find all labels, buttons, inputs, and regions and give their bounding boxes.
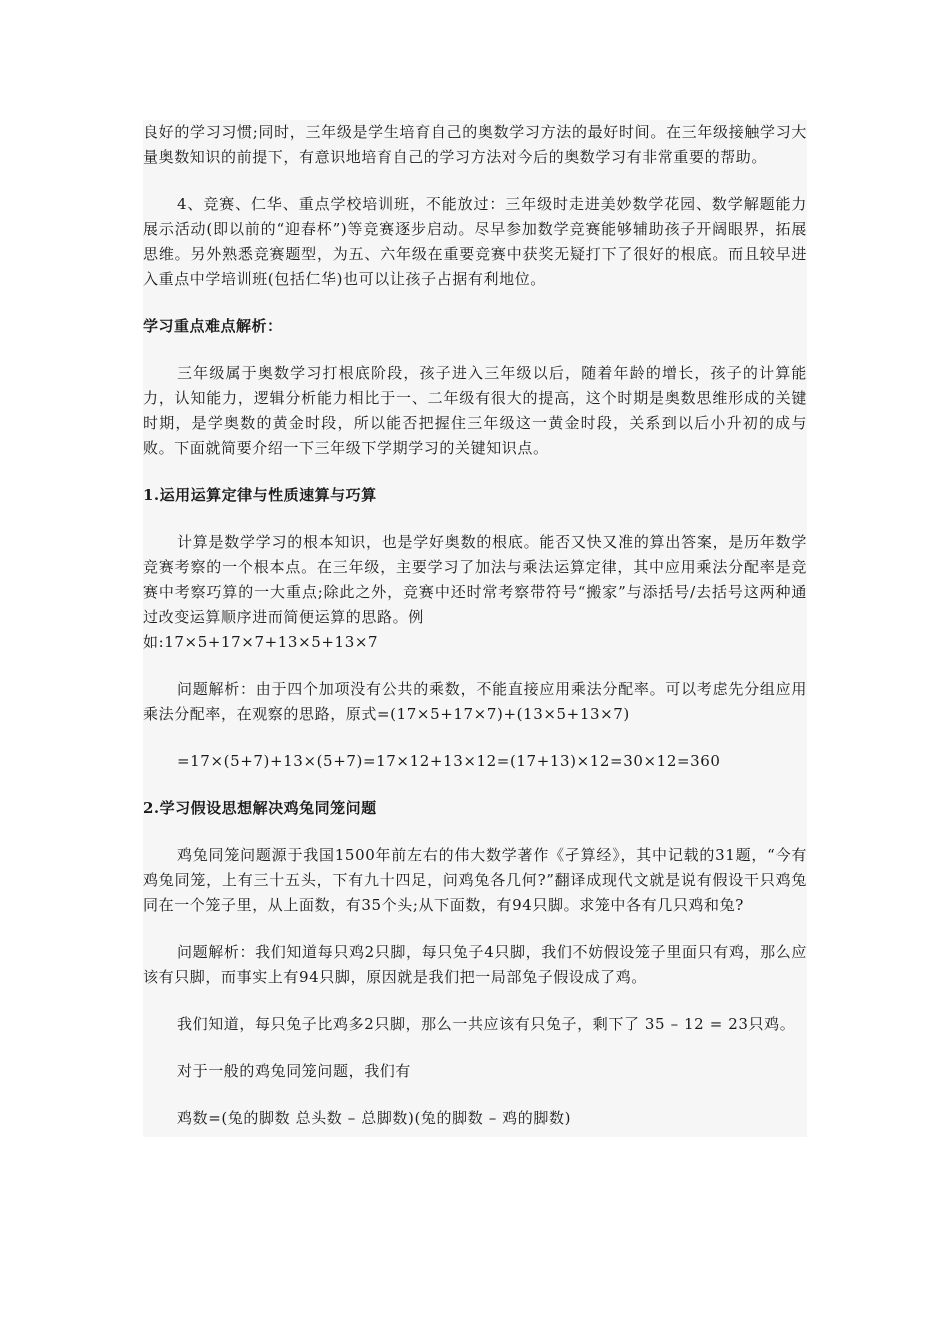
paragraph-study-habits: 良好的学习习惯;同时，三年级是学生培育自己的奥数学习方法的最好时间。在三年级接触学习大量奥数知识的前提下，有意识地培育自己的学习方法对今后的奥数学习有非常重要的帮助。: [143, 123, 807, 166]
paragraph-formula: 鸡数=(兔的脚数 总头数 – 总脚数)(兔的脚数 – 鸡的脚数): [177, 1109, 572, 1127]
section-heading-chicken-rabbit: 2.学习假设思想解决鸡兔同笼问题: [143, 799, 377, 817]
paragraph-calculation-intro: 计算是数学学习的根本知识，也是学好奥数的根底。能否又快又准的算出答案，是历年数学竞赛考察的一个根本点。在三年级，主要学习了加法与乘法运算定律，其中应用乘法分配率是竞赛中考察巧算的一大重点;除此之外，竞赛中还时常考察带符号“搬家”与添括号/去括号这两种通过改变运算顺序进而简便运算的思路。例: [143, 533, 807, 626]
section-heading-calculation: 1.运用运算定律与性质速算与巧算: [143, 486, 377, 504]
paragraph-calculation-result: =17×(5+7)+13×(5+7)=17×12+13×12=(17+13)×12=30×12=360: [177, 752, 721, 770]
section-heading-key-points: 学习重点难点解析：: [143, 317, 283, 335]
paragraph-rabbit-count: 我们知道，每只兔子比鸡多2只脚，那么一共应该有只兔子，剩下了 35 – 12 = 23只鸡。: [177, 1015, 796, 1033]
paragraph-problem-analysis-2: 问题解析：我们知道每只鸡2只脚，每只兔子4只脚，我们不妨假设笼子里面只有鸡，那么应该有只脚，而事实上有94只脚，原因就是我们把一局部兔子假设成了鸡。: [143, 943, 807, 986]
paragraph-chicken-rabbit-intro: 鸡兔同笼问题源于我国1500年前左右的伟大数学著作《孑算经》，其中记载的31题，“今有鸡兔同笼，上有三十五头，下有九十四足，问鸡兔各几何?”翻译成现代文就是说有假设干只鸡兔同在一个笼子里，从上面数，有35个头;从下面数，有94只脚。求笼中各有几只鸡和兔?: [143, 846, 807, 914]
paragraph-general-case: 对于一般的鸡兔同笼问题，我们有: [177, 1062, 412, 1080]
paragraph-competitions: 4、竞赛、仁华、重点学校培训班，不能放过：三年级时走进美妙数学花园、数学解题能力展示活动(即以前的“迎春杯”)等竞赛逐步启动。尽早参加数学竞赛能够辅助孩子开阔眼界，拓展思维。另外熟悉竞赛题型，为五、六年级在重要竞赛中获奖无疑打下了很好的根底。而且较早进入重点中学培训班(包括仁华)也可以让孩子占据有利地位。: [143, 195, 807, 288]
paragraph-example: 如:17×5+17×7+13×5+13×7: [143, 633, 379, 651]
article-body: [143, 120, 807, 1137]
paragraph-problem-analysis-1: 问题解析：由于四个加项没有公共的乘数，不能直接应用乘法分配率。可以考虑先分组应用乘法分配率，在观察的思路，原式=(17×5+17×7)+(13×5+13×7): [143, 680, 807, 723]
paragraph-grade-three-overview: 三年级属于奥数学习打根底阶段，孩子进入三年级以后，随着年龄的增长，孩子的计算能力，认知能力，逻辑分析能力相比于一、二年级有很大的提高，这个时期是奥数思维形成的关键时期，是学奥数的黄金时段，所以能否把握住三年级这一黄金时段，关系到以后小升初的成与败。下面就简要介绍一下三年级下学期学习的关键知识点。: [143, 364, 807, 457]
